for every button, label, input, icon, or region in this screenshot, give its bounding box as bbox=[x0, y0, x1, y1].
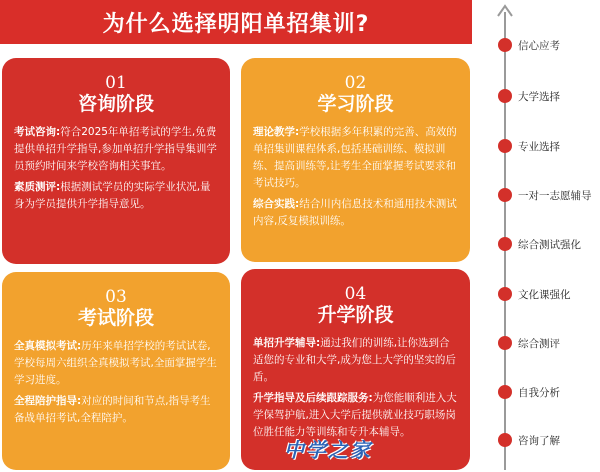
timeline-item bbox=[498, 188, 592, 202]
stage-title: 咨询阶段 bbox=[77, 93, 154, 115]
stage-paragraph bbox=[253, 335, 458, 386]
stage-paragraph bbox=[14, 393, 218, 427]
timeline-dot bbox=[498, 139, 512, 153]
stage-title: 学习阶段 bbox=[317, 93, 394, 115]
paragraph-label: 理论教学: bbox=[253, 126, 300, 138]
timeline-item bbox=[498, 139, 560, 153]
arrow-up-icon bbox=[497, 4, 513, 18]
stage-card-exam bbox=[2, 272, 230, 470]
timeline-dot bbox=[498, 38, 512, 52]
timeline-label: 信心应考 bbox=[518, 39, 560, 52]
timeline-item bbox=[498, 287, 571, 301]
timeline-item bbox=[498, 237, 581, 251]
stage-paragraph bbox=[14, 179, 218, 213]
timeline-item bbox=[498, 38, 560, 52]
page-title: 为什么选择明阳单招集训? bbox=[102, 11, 370, 37]
timeline-dot bbox=[498, 188, 512, 202]
stage-paragraph bbox=[253, 196, 458, 230]
stage-title: 考试阶段 bbox=[77, 307, 154, 329]
timeline-label: 综合测试强化 bbox=[518, 238, 581, 251]
stage-paragraph bbox=[14, 338, 218, 389]
timeline-label: 综合测评 bbox=[518, 337, 560, 350]
timeline-dot bbox=[498, 237, 512, 251]
timeline-label: 大学选择 bbox=[518, 90, 560, 103]
paragraph-label: 考试咨询: bbox=[14, 126, 61, 138]
paragraph-label: 全真模拟考试: bbox=[14, 340, 82, 352]
timeline-label: 自我分析 bbox=[518, 386, 560, 399]
timeline-item bbox=[498, 89, 560, 103]
stage-number: 01 bbox=[105, 73, 127, 93]
timeline-item bbox=[498, 433, 560, 447]
paragraph-label: 升学指导及后续跟踪服务: bbox=[253, 392, 373, 404]
stage-paragraph bbox=[253, 124, 458, 192]
timeline-dot bbox=[498, 385, 512, 399]
stage-number: 04 bbox=[344, 284, 367, 304]
timeline-dot bbox=[498, 433, 512, 447]
paragraph-text: 根据测试学员的实际学业状况,量身为学员提供升学指导意见。 bbox=[14, 181, 211, 210]
timeline-label: 专业选择 bbox=[518, 140, 560, 153]
paragraph-text: 对应的时间和节点,指导考生备战单招考试,全程陪护。 bbox=[14, 395, 211, 424]
stage-number: 02 bbox=[344, 73, 367, 93]
timeline-item bbox=[498, 336, 560, 350]
timeline-label: 一对一志愿辅导 bbox=[518, 189, 592, 202]
timeline-dot bbox=[498, 287, 512, 301]
paragraph-label: 全程陪护指导: bbox=[14, 395, 82, 407]
paragraph-label: 综合实践: bbox=[253, 198, 300, 210]
paragraph-label: 单招升学辅导: bbox=[253, 337, 321, 349]
paragraph-text: 学校根据多年积累的完善、高效的单招集训课程体系,包括基础训练、模拟训练、提高训练等,让考生全面掌握考试要求和考试技巧。 bbox=[253, 126, 457, 189]
stage-paragraph bbox=[14, 124, 218, 175]
site-watermark: 中学之家 bbox=[284, 438, 372, 462]
timeline-dot bbox=[498, 336, 512, 350]
timeline-item bbox=[498, 385, 560, 399]
stage-number: 03 bbox=[105, 287, 127, 307]
stage-card-learning bbox=[241, 58, 470, 262]
stage-title: 升学阶段 bbox=[317, 304, 394, 326]
page-title-banner bbox=[0, 0, 472, 44]
paragraph-label: 素质测评: bbox=[14, 181, 61, 193]
timeline-label: 文化课强化 bbox=[518, 288, 571, 301]
timeline-label: 咨询了解 bbox=[518, 434, 560, 447]
timeline-dot bbox=[498, 89, 512, 103]
stage-card-consulting bbox=[2, 58, 230, 264]
paragraph-text: 为您能顺利进入大学保驾护航,进入大学后提供就业技巧职场岗位胜任能力等训练和专升本辅导。 bbox=[253, 392, 457, 438]
paragraph-text: 符合2025年单招考试的学生,免费提供单招升学指导,参加单招升学指导集训学员预约时间来学校咨询相关事宜。 bbox=[14, 126, 217, 172]
paragraph-text: 历年来单招学校的考试试卷,学校每周六组织全真模拟考试,全面掌握学生学习进度。 bbox=[14, 340, 217, 386]
paragraph-text: 通过我们的训练,让你选到合适您的专业和大学,成为您上大学的坚实的后盾。 bbox=[253, 337, 456, 383]
paragraph-text: 结合川内信息技术和通用技术测试内容,反复模拟训练。 bbox=[253, 198, 457, 227]
